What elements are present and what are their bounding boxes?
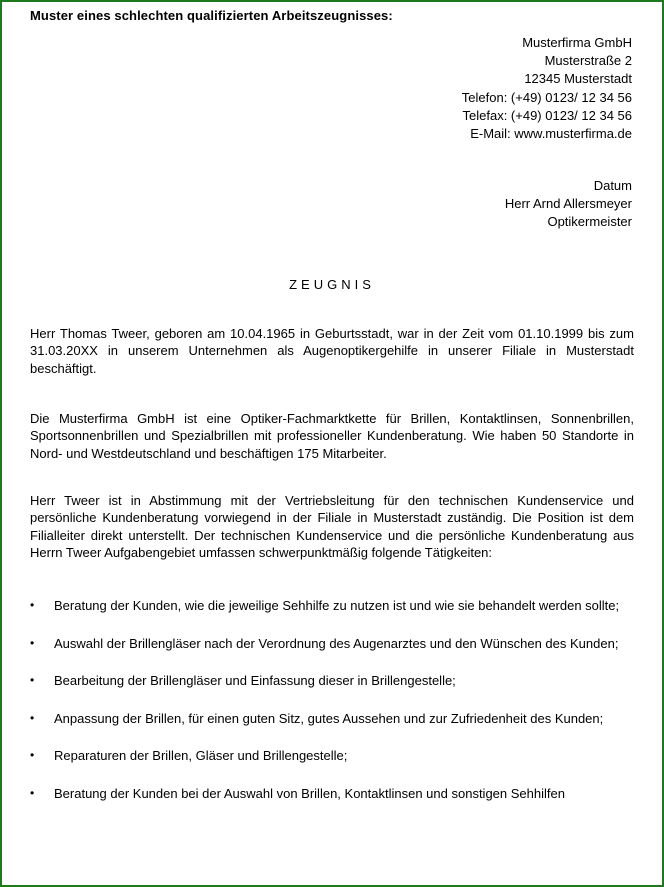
paragraph-employment: Herr Thomas Tweer, geboren am 10.04.1965 in Geburtsstadt, war in der Zeit vom 01.10.1999 bis zum 31.03.20XX in unserem Unternehmen als Augenoptikergehilfe in unserer Filiale in Musterstadt beschäftigt. — [30, 326, 634, 376]
list-item — [30, 668, 634, 694]
recipient-role: Optikermeister — [547, 214, 632, 230]
sender-city: 12345 Musterstadt — [524, 71, 632, 87]
sender-phone: Telefon: (+49) 0123/ 12 34 56 — [461, 89, 632, 105]
task-text: Beratung der Kunden bei der Auswahl von Brillen, Kontaktlinsen und sonstigen Sehhilfen — [54, 785, 565, 801]
bullet-icon: • — [30, 785, 35, 800]
paragraph-company: Die Musterfirma GmbH ist eine Optiker-Fachmarktkette für Brillen, Kontaktlinsen, Sonnenbrillen, Sportsonnenbrillen und Spezialbrillen mit professioneller Kundenberatung. Wie haben 50 Standorte in Nord- und Westdeutschland und beschäftigen 175 Mitarbeiter. — [30, 411, 634, 461]
bullet-icon: • — [30, 673, 35, 687]
recipient-block — [505, 177, 632, 232]
sender-address — [462, 34, 632, 143]
bullet-icon: • — [30, 598, 35, 612]
task-text: Beratung der Kunden, wie die jeweilige Sehhilfe zu nutzen ist und wie sie behandelt werden sollte; — [54, 598, 620, 613]
document-title: ZEUGNIS — [289, 277, 375, 292]
recipient-name: Herr Arnd Allersmeyer — [504, 196, 632, 212]
task-text: Reparaturen der Brillen, Gläser und Brillengestelle; — [54, 748, 348, 763]
task-text: Auswahl der Brillengläser nach der Verordnung des Augenarztes und den Wünschen des Kunden; — [54, 635, 619, 651]
sender-street: Musterstraße 2 — [544, 53, 632, 69]
sender-fax: Telefax: (+49) 0123/ 12 34 56 — [462, 107, 632, 123]
document-heading: Muster eines schlechten qualifizierten Arbeitszeugnisses: — [30, 8, 393, 23]
bullet-icon: • — [30, 635, 35, 650]
bullet-icon: • — [30, 710, 35, 725]
list-item — [30, 743, 634, 769]
task-text: Anpassung der Brillen, für einen guten Sitz, gutes Aussehen und zur Zufriedenheit des Kunden; — [54, 710, 604, 726]
sender-company: Musterfirma GmbH — [522, 35, 632, 50]
list-item — [30, 593, 634, 619]
paragraph-duties: Herr Tweer ist in Abstimmung mit der Vertriebsleitung für den technischen Kundenservice und persönliche Kundenberatung vorwiegend in der Filiale in Musterstadt zuständig. Die Position ist dem Filialleiter direkt unterstellt. Der technischen Kundenservice und die persönliche Kundenberatung aus Herrn Tweer Aufgabengebiet umfassen schwerpunktmäßig folgende Tätigkeiten: — [30, 493, 634, 560]
list-item — [30, 706, 634, 732]
list-item — [30, 631, 634, 657]
list-item — [30, 781, 634, 807]
task-text: Bearbeitung der Brillengläser und Einfassung dieser in Brillengestelle; — [54, 673, 456, 688]
recipient-date: Datum — [593, 178, 632, 193]
task-list — [30, 593, 634, 818]
sender-email: E-Mail: www.musterfirma.de — [470, 126, 632, 142]
bullet-icon: • — [30, 748, 35, 762]
